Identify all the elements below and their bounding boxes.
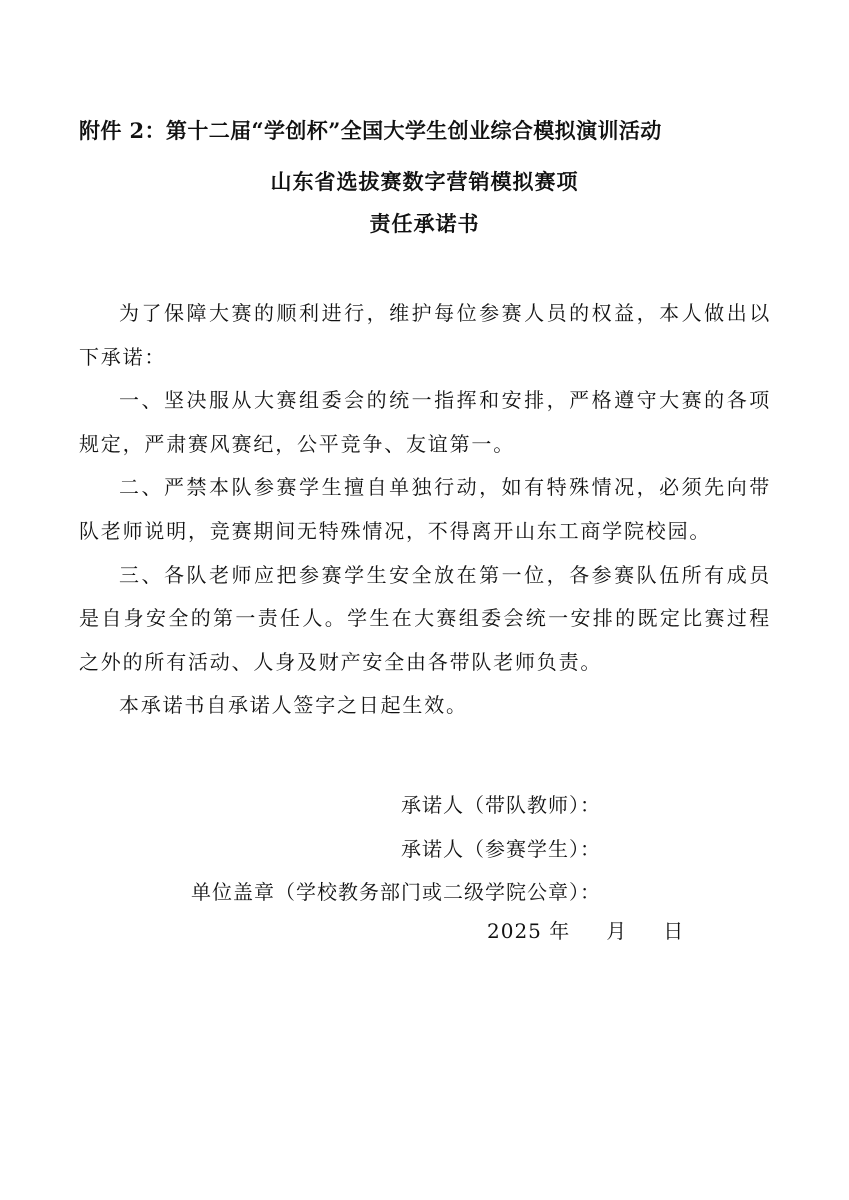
teacher-signature-label: 承诺人（带队教师）：: [401, 793, 601, 817]
signature-block: [191, 784, 601, 915]
document-title-line-1: 附件 2：第十二届“学创杯”全国大学生创业综合模拟演训活动: [79, 118, 662, 143]
intro-paragraph: 为了保障大赛的顺利进行，维护每位参赛人员的权益，本人做出以下承诺：: [79, 301, 771, 369]
date-day: 日: [663, 919, 685, 943]
pledge-item-1: 一、坚决服从大赛组委会的统一指挥和安排，严格遵守大赛的各项规定，严肃赛风赛纪，公平竞争、友谊第一。: [79, 388, 771, 456]
student-signature-label: 承诺人（参赛学生）：: [401, 836, 601, 861]
date-year: 2025 年: [487, 919, 571, 943]
pledge-item-2: 二、严禁本队参赛学生擅自单独行动，如有特殊情况，必须先向带队老师说明，竞赛期间无特殊情况，不得离开山东工商学院校园。: [79, 475, 771, 543]
document-title-line-3: 责任承诺书: [369, 211, 480, 236]
date-line: [487, 915, 684, 944]
pledge-item-3: 三、各队老师应把参赛学生安全放在第一位，各参赛队伍所有成员是自身安全的第一责任人。学生在大赛组委会统一安排的既定比赛过程之外的所有活动、人身及财产安全由各带队老师负责。: [79, 562, 771, 674]
seal-label: 单位盖章（学校教务部门或二级学院公章）：: [191, 880, 601, 905]
effective-clause: 本承诺书自承诺人签字之日起生效。: [119, 693, 468, 718]
date-month: 月: [606, 919, 628, 943]
document-body: [79, 292, 771, 728]
document-title-line-2: 山东省选拔赛数字营销模拟赛项: [270, 169, 579, 194]
